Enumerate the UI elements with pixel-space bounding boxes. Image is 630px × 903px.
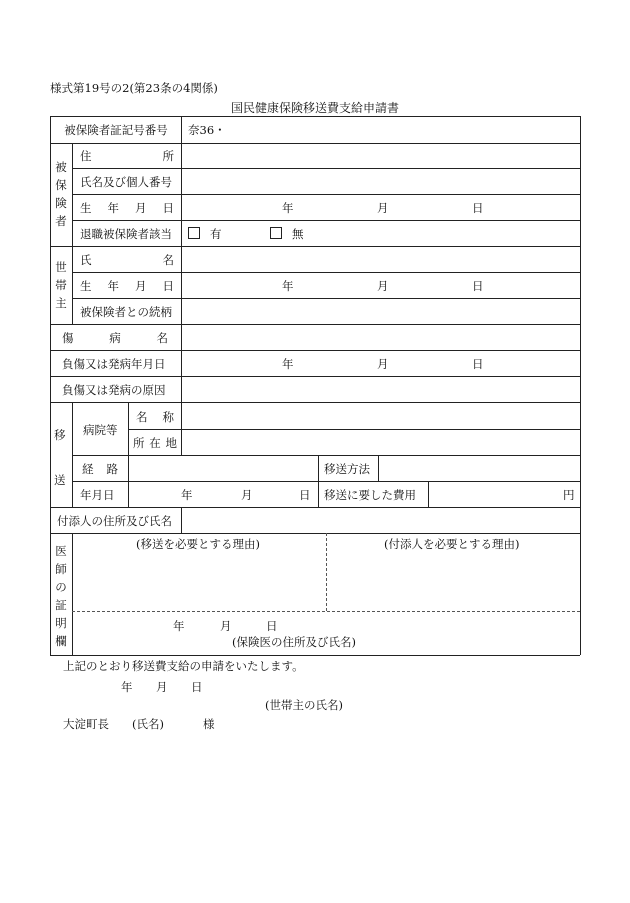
hospital-name-label: 名 称 <box>136 410 174 424</box>
householder-signature-field[interactable] <box>360 694 560 712</box>
month-unit: 月 <box>241 488 253 502</box>
day-unit: 日 <box>472 279 484 293</box>
year-unit: 年 <box>181 488 193 502</box>
attendant-reason-field[interactable] <box>332 552 576 608</box>
insured-birth-field[interactable] <box>182 200 580 220</box>
retired-insured-label: 退職被保険者該当 <box>80 227 172 241</box>
injury-cause-label: 負傷又は発病の原因 <box>62 383 166 397</box>
transfer-reason-label: (移送を必要とする理由) <box>136 537 260 551</box>
householder-name-field[interactable] <box>186 250 576 270</box>
attendant-field[interactable] <box>186 511 576 531</box>
retired-no-option[interactable]: 無 <box>270 226 304 242</box>
form-title: 国民健康保険移送費支給申請書 <box>230 101 399 115</box>
transfer-group-label-bottom: 送 <box>54 473 66 487</box>
insured-person-group-label: 被 保 険 者 <box>55 160 67 228</box>
hospital-name-field[interactable] <box>186 406 576 426</box>
transfer-method-field[interactable] <box>383 459 576 479</box>
relation-field[interactable] <box>186 302 576 322</box>
injury-date-field[interactable] <box>182 356 580 376</box>
hospital-label: 病院等 <box>83 423 118 437</box>
day-unit: 日 <box>266 619 278 633</box>
transfer-date-field[interactable] <box>128 487 318 507</box>
doctor-signature-label: (保険医の住所及び氏名) <box>232 635 356 649</box>
certificate-date[interactable] <box>160 618 300 634</box>
transfer-group-label-top: 移 <box>54 428 66 442</box>
retired-yes-option[interactable]: 有 <box>188 226 222 242</box>
addressee: 大淀町長 <box>63 717 109 731</box>
injury-cause-field[interactable] <box>186 380 576 400</box>
householder-group-label: 世 帯 主 <box>55 260 67 310</box>
householder-signature-label: (世帯主の氏名) <box>265 698 343 712</box>
transfer-method-label: 移送方法 <box>324 462 370 476</box>
route-label: 経 路 <box>82 462 118 476</box>
hospital-address-label: 所 在 地 <box>133 436 177 450</box>
injury-date-label: 負傷又は発病年月日 <box>62 357 166 371</box>
attendant-label: 付添人の住所及び氏名 <box>57 514 172 528</box>
transfer-cost-field[interactable] <box>433 485 576 505</box>
householder-birth-label: 生 年 月 日 <box>80 279 174 293</box>
yen-unit: 円 <box>563 488 575 502</box>
insured-name-id-field[interactable] <box>186 172 576 192</box>
insured-birth-label: 生 年 月 日 <box>80 201 174 215</box>
insured-number-field[interactable]: 奈36・ <box>188 123 226 137</box>
year-unit: 年 <box>282 357 294 371</box>
month-unit: 月 <box>377 279 389 293</box>
disease-name-field[interactable] <box>186 328 576 348</box>
year-unit: 年 <box>121 680 133 694</box>
insured-name-id-label: 氏名及び個人番号 <box>80 175 172 189</box>
year-unit: 年 <box>173 619 185 633</box>
transfer-date-label: 年月日 <box>80 488 115 502</box>
insured-address-label: 住 所 <box>80 149 174 163</box>
year-unit: 年 <box>282 279 294 293</box>
hospital-address-field[interactable] <box>186 432 576 452</box>
month-unit: 月 <box>220 619 232 633</box>
day-unit: 日 <box>472 357 484 371</box>
day-unit: 日 <box>191 680 203 694</box>
year-unit: 年 <box>282 201 294 215</box>
honorific: 様 <box>203 717 215 731</box>
form-number: 様式第19号の2(第23条の4関係) <box>50 81 218 95</box>
day-unit: 日 <box>299 488 311 502</box>
checkbox-no[interactable] <box>270 227 282 239</box>
insured-number-label: 被保険者証記号番号 <box>64 123 168 137</box>
month-unit: 月 <box>377 201 389 215</box>
month-unit: 月 <box>377 357 389 371</box>
relation-label: 被保険者との続柄 <box>80 305 172 319</box>
householder-birth-field[interactable] <box>182 278 580 298</box>
checkbox-yes[interactable] <box>188 227 200 239</box>
transfer-reason-field[interactable] <box>78 552 322 608</box>
disease-name-label: 傷 病 名 <box>62 331 168 345</box>
addressee-name-label: (氏名) <box>132 717 164 731</box>
insured-address-field[interactable] <box>186 146 576 166</box>
doctor-certificate-group-label: 医 師 の 証 明 欄 <box>55 544 67 648</box>
transfer-cost-label: 移送に要した費用 <box>324 488 416 502</box>
householder-name-label: 氏 名 <box>80 253 174 267</box>
month-unit: 月 <box>156 680 168 694</box>
day-unit: 日 <box>472 201 484 215</box>
attendant-reason-label: (付添人を必要とする理由) <box>384 537 520 551</box>
application-date[interactable] <box>110 679 220 695</box>
application-statement: 上記のとおり移送費支給の申請をいたします。 <box>63 659 304 673</box>
route-field[interactable] <box>133 459 313 479</box>
